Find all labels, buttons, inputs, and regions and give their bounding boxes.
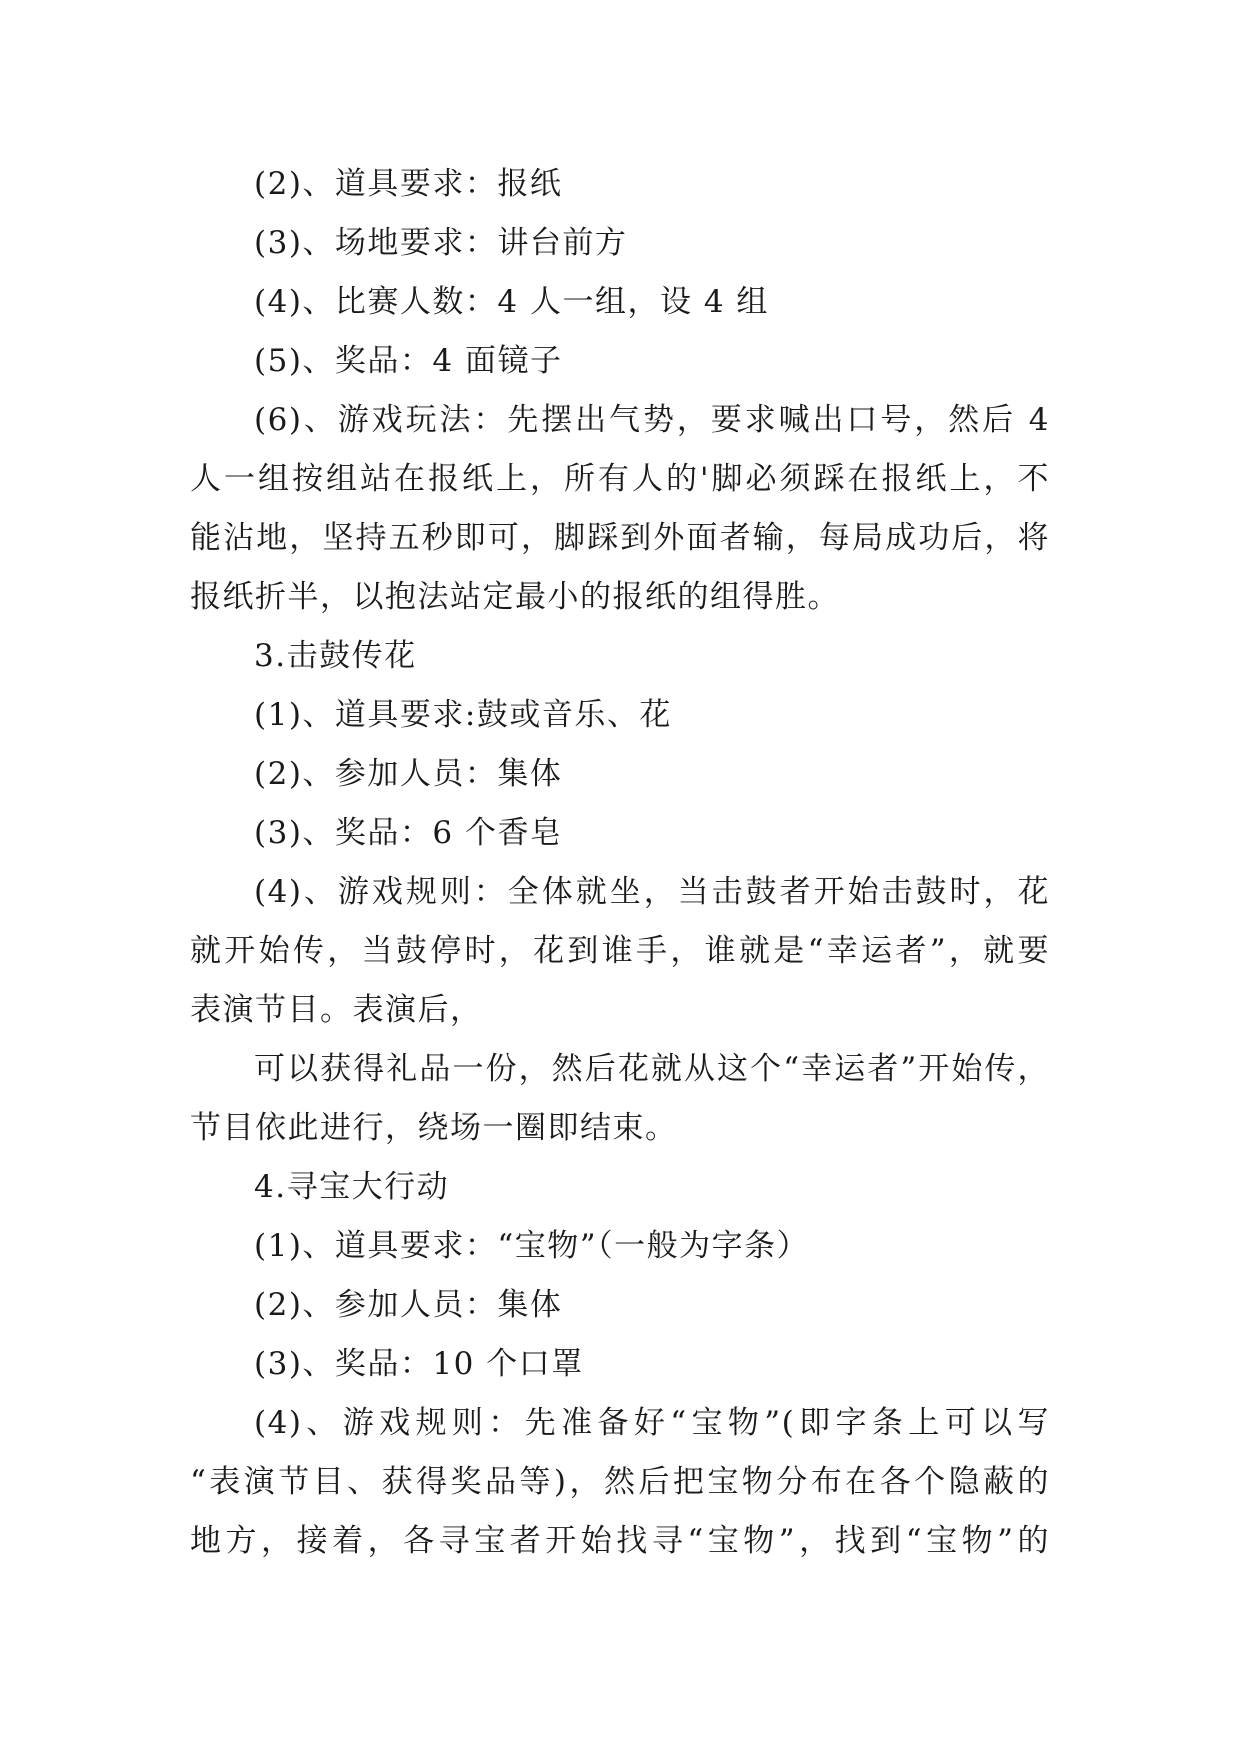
text-line: 就开始传，当鼓停时，花到谁手，谁就是“幸运者”，就要 <box>190 933 1050 969</box>
paragraph <box>190 332 1050 391</box>
paragraph <box>190 1276 1050 1335</box>
paragraph <box>190 155 1050 214</box>
paragraph <box>190 391 1050 627</box>
paragraph <box>190 745 1050 804</box>
paragraph <box>190 273 1050 332</box>
text-line: (2)、参加人员：集体 <box>254 1287 563 1323</box>
text-line: 表演节目。表演后， <box>190 992 483 1028</box>
document-body <box>190 155 1050 1571</box>
section-heading <box>190 627 1050 686</box>
paragraph <box>190 1040 1050 1158</box>
text-line: 人一组按组站在报纸上，所有人的'脚必须踩在报纸上，不 <box>190 461 1050 497</box>
paragraph <box>190 1335 1050 1394</box>
text-line: (3)、奖品：10 个口罩 <box>254 1346 584 1382</box>
text-line: 4.寻宝大行动 <box>254 1169 450 1205</box>
text-line: 3.击鼓传花 <box>254 638 417 674</box>
text-line: (4)、比赛人数：4 人一组，设 4 组 <box>254 284 769 320</box>
text-line: (4)、游戏规则：全体就坐，当击鼓者开始击鼓时，花 <box>254 874 1050 910</box>
text-line: (2)、道具要求：报纸 <box>254 166 563 202</box>
paragraph <box>190 686 1050 745</box>
text-line: 可以获得礼品一份，然后花就从这个“幸运者”开始传， <box>254 1051 1050 1087</box>
section-heading <box>190 1158 1050 1217</box>
text-line: (4)、游戏规则：先准备好“宝物”(即字条上可以写 <box>254 1405 1050 1441</box>
paragraph <box>190 214 1050 273</box>
text-line: (3)、奖品：6 个香皂 <box>254 815 563 851</box>
text-line: 报纸折半，以抱法站定最小的报纸的组得胜。 <box>190 579 840 615</box>
paragraph <box>190 804 1050 863</box>
text-line: 节目依此进行，绕场一圈即结束。 <box>190 1110 678 1146</box>
paragraph <box>190 863 1050 1040</box>
paragraph <box>190 1394 1050 1571</box>
text-line: (5)、奖品：4 面镜子 <box>254 343 563 379</box>
text-line: (6)、游戏玩法：先摆出气势，要求喊出口号，然后 4 <box>254 402 1050 438</box>
text-line: 能沾地，坚持五秒即可，脚踩到外面者输，每局成功后，将 <box>190 520 1050 556</box>
text-line: (2)、参加人员：集体 <box>254 756 563 792</box>
text-line: (1)、道具要求:鼓或音乐、花 <box>254 697 672 733</box>
paragraph <box>190 1217 1050 1276</box>
text-line: “表演节目、获得奖品等)，然后把宝物分布在各个隐蔽的 <box>190 1464 1050 1500</box>
text-line: (3)、场地要求：讲台前方 <box>254 225 628 261</box>
text-line: 地方，接着，各寻宝者开始找寻“宝物”，找到“宝物”的 <box>190 1523 1050 1559</box>
text-line: (1)、道具要求：“宝物”（一般为字条） <box>254 1228 810 1264</box>
